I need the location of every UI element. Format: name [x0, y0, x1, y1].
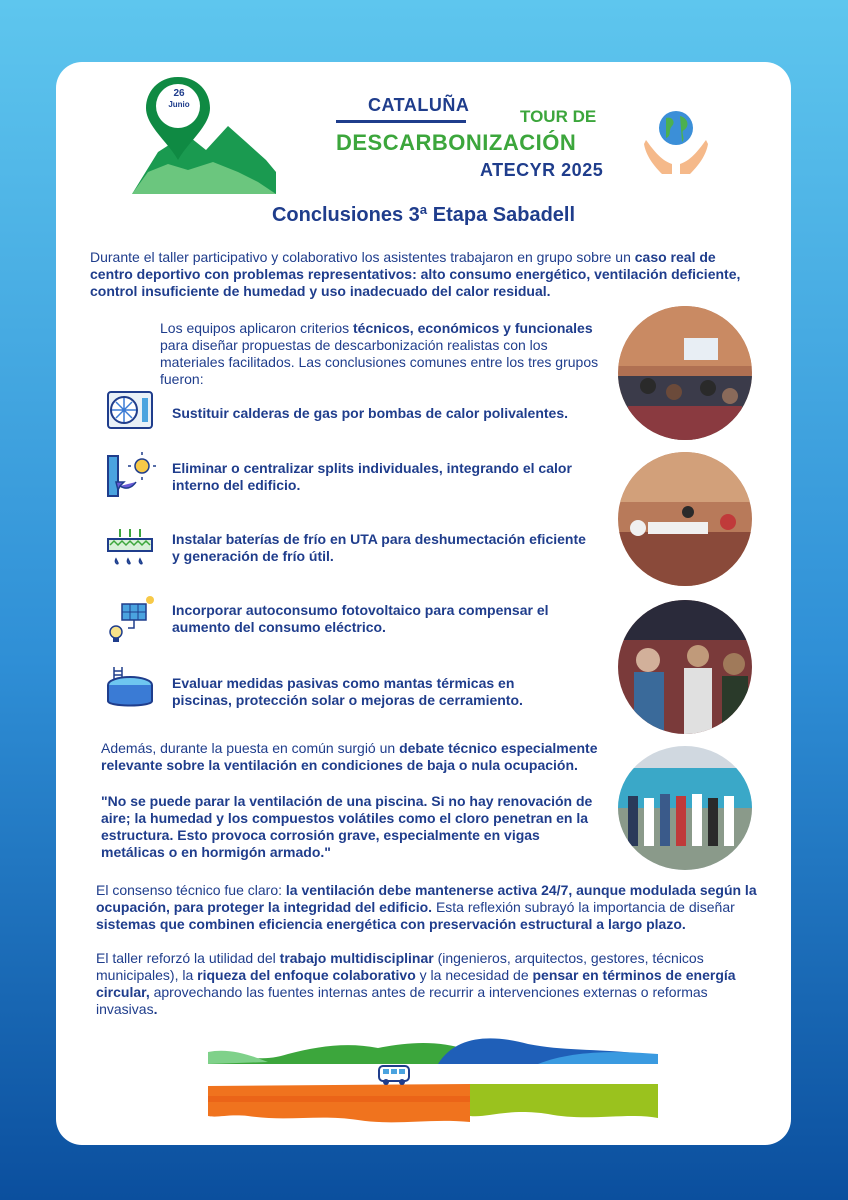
heat-pump-icon	[106, 390, 154, 432]
debate-bold: debate técnico especialmente relevante sobre la ventilación en condiciones de baja o nula ocupación.	[101, 740, 598, 773]
pin-day: 26	[173, 88, 185, 99]
teams-text-2: para diseñar propuestas de descarbonización realistas con los materiales facilitados. Las conclusiones comunes entre los tres grupos fueron:	[160, 337, 599, 387]
teams-paragraph	[160, 320, 605, 388]
consensus-text-1: El consenso técnico fue claro:	[96, 882, 286, 898]
solar-panel-icon	[106, 594, 156, 644]
teams-text-1: Los equipos aplicaron criterios	[160, 320, 353, 336]
closing-bold-2: riqueza del enfoque colaborativo	[197, 967, 416, 983]
intro-bold: caso real de centro deportivo con problemas representativos: alto consumo energético, ventilación deficiente, control insuficiente de humedad y uso inadecuado del calor residual.	[90, 249, 741, 299]
consensus-text-2: Esta reflexión subrayó la importancia de diseñar	[432, 899, 735, 915]
cooling-coil-icon	[106, 527, 156, 575]
consensus-bold-2: sistemas que combinen eficiencia energética con preservación estructural a largo plazo.	[96, 916, 686, 932]
hands-globe-icon	[642, 104, 710, 176]
quote-paragraph: "No se puede parar la ventilación de una piscina. Si no hay renovación de aire; la humedad y los compuestos volátiles como el cloro penetran en la estructura. Esto provoca corrosión grave, especialmente en vigas metálicas o en hormigón armado."	[101, 793, 593, 860]
footer-landscape	[208, 1022, 658, 1130]
logo-underline	[336, 120, 466, 123]
closing-bold-1: trabajo multidisciplinar	[279, 950, 434, 966]
closing-bold-4: .	[153, 1001, 158, 1017]
consensus-bold-1: la ventilación debe mantenerse activa 24/7, aunque modulada según la ocupación, para proteger la integridad del edificio.	[96, 882, 757, 915]
intro-paragraph	[90, 249, 750, 300]
photo-pool-visit	[618, 600, 752, 734]
logo-tour: TOUR DE	[520, 107, 597, 126]
closing-text-2: (ingenieros, arquitectos, gestores, técnicos municipales), la	[96, 950, 704, 983]
photo-workshop-groups	[618, 452, 752, 586]
split-heat-icon	[106, 452, 156, 500]
item-text-1: Sustituir calderas de gas por bombas de calor polivalentes.	[172, 405, 569, 421]
photo-conference-room	[618, 306, 752, 440]
debate-paragraph	[101, 740, 606, 774]
item-text-4: Incorporar autoconsumo fotovoltaico para compensar el aumento del consumo eléctrico.	[172, 602, 549, 635]
closing-bold-3: pensar en términos de energía circular,	[96, 967, 736, 1000]
logo-main: DESCARBONIZACIÓN	[336, 130, 577, 155]
item-text-2: Eliminar o centralizar splits individuales, integrando el calor interno del edificio.	[172, 460, 572, 493]
intro-text: Durante el taller participativo y colaborativo los asistentes trabajaron en grupo sobre un	[90, 249, 635, 265]
logo-region: CATALUÑA	[368, 95, 470, 115]
closing-paragraph	[96, 950, 756, 1018]
teams-bold: técnicos, económicos y funcionales	[353, 320, 593, 336]
pin-month: Junio	[168, 100, 190, 109]
page-card	[56, 62, 791, 1145]
closing-text-1: El taller reforzó la utilidad del	[96, 950, 280, 966]
debate-text: Además, durante la puesta en común surgió un	[101, 740, 400, 756]
closing-text-3: y la necesidad de	[415, 967, 533, 983]
logo-org: ATECYR 2025	[480, 160, 604, 180]
photo-group-pool	[618, 746, 752, 870]
pool-icon	[106, 665, 156, 713]
bus-icon	[378, 1064, 410, 1086]
item-text-3: Instalar baterías de frío en UTA para deshumectación eficiente y generación de frío útil.	[172, 531, 586, 564]
item-text-5: Evaluar medidas pasivas como mantas térmicas en piscinas, protección solar o mejoras de cerramiento.	[172, 675, 523, 708]
page-title: Conclusiones 3ª Etapa Sabadell	[271, 204, 576, 226]
closing-text-4: aprovechando las fuentes internas antes de recurrir a intervenciones externas o reformas invasivas	[96, 984, 708, 1017]
location-pin-illustration	[128, 72, 278, 197]
consensus-paragraph	[96, 882, 761, 933]
